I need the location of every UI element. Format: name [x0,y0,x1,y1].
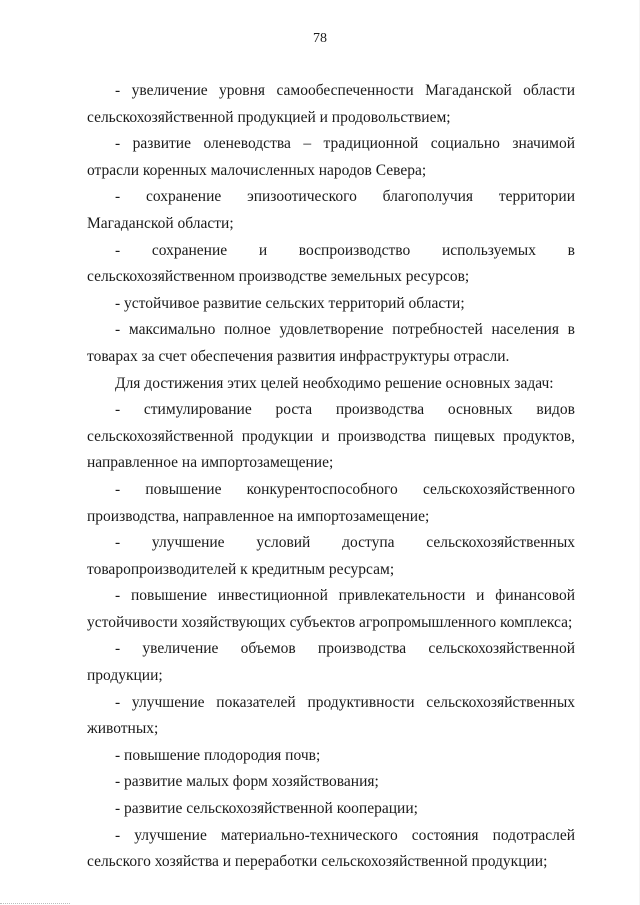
paragraph-goal-rural-development: - устойчивое развитие сельских территорий области; [115,294,465,312]
paragraph-task-competitiveness: - повышение конкурентоспособного сельскохозяйственного производства, направленное на импортозамещение; [87,480,575,525]
paragraph-task-stimulate-production: - стимулирование роста производства основных видов сельскохозяйственной продукции и производства пищевых продуктов, направленное на импортозамещение; [87,401,575,472]
paragraph-task-small-farms: - развитие малых форм хозяйствования; [115,773,379,791]
paragraph-goal-self-sufficiency: - увеличение уровня самообеспеченности Магаданской области сельскохозяйственной продукцией и продовольствием; [87,82,575,126]
paragraph-task-production-volume: - увеличение объемов производства сельскохозяйственной продукции; [87,640,575,685]
paragraph-task-soil-fertility: - повышение плодородия почв; [115,746,321,764]
paragraph-goal-reindeer-herding: - развитие оленеводства – традиционной социально значимой отрасли коренных малочисленных народов Севера; [87,135,575,179]
paragraph-tasks-intro: Для достижения этих целей необходимо решение основных задач: [115,374,554,392]
paragraph-goal-epizootic-wellbeing: - сохранение эпизоотического благополучия территории Магаданской области; [87,188,575,232]
paragraph-task-technical-condition: - улучшение материально-технического состояния подотраслей сельского хозяйства и переработки сельскохозяйственной продукции; [87,826,575,871]
paragraph-task-cooperation: - развитие сельскохозяйственной кооперации; [115,800,418,818]
paragraph-task-credit-access: - улучшение условий доступа сельскохозяйственных товаропроизводителей к кредитным ресурсам; [87,534,575,578]
paragraph-goal-population-needs: - максимально полное удовлетворение потребностей населения в товарах за счет обеспечения развития инфраструктуры отрасли. [87,321,575,365]
paragraph-task-investment-attractiveness: - повышение инвестиционной привлекательности и финансовой устойчивости хозяйствующих субъектов агропромышленного комплекса; [87,587,575,631]
paragraph-goal-land-resources: - сохранение и воспроизводство используемых в сельскохозяйственном производстве земельных ресурсов; [87,241,575,286]
paragraph-task-livestock-productivity: - улучшение показателей продуктивности сельскохозяйственных животных; [87,693,575,738]
document-body [87,78,575,876]
page-number: 78 [313,31,327,46]
